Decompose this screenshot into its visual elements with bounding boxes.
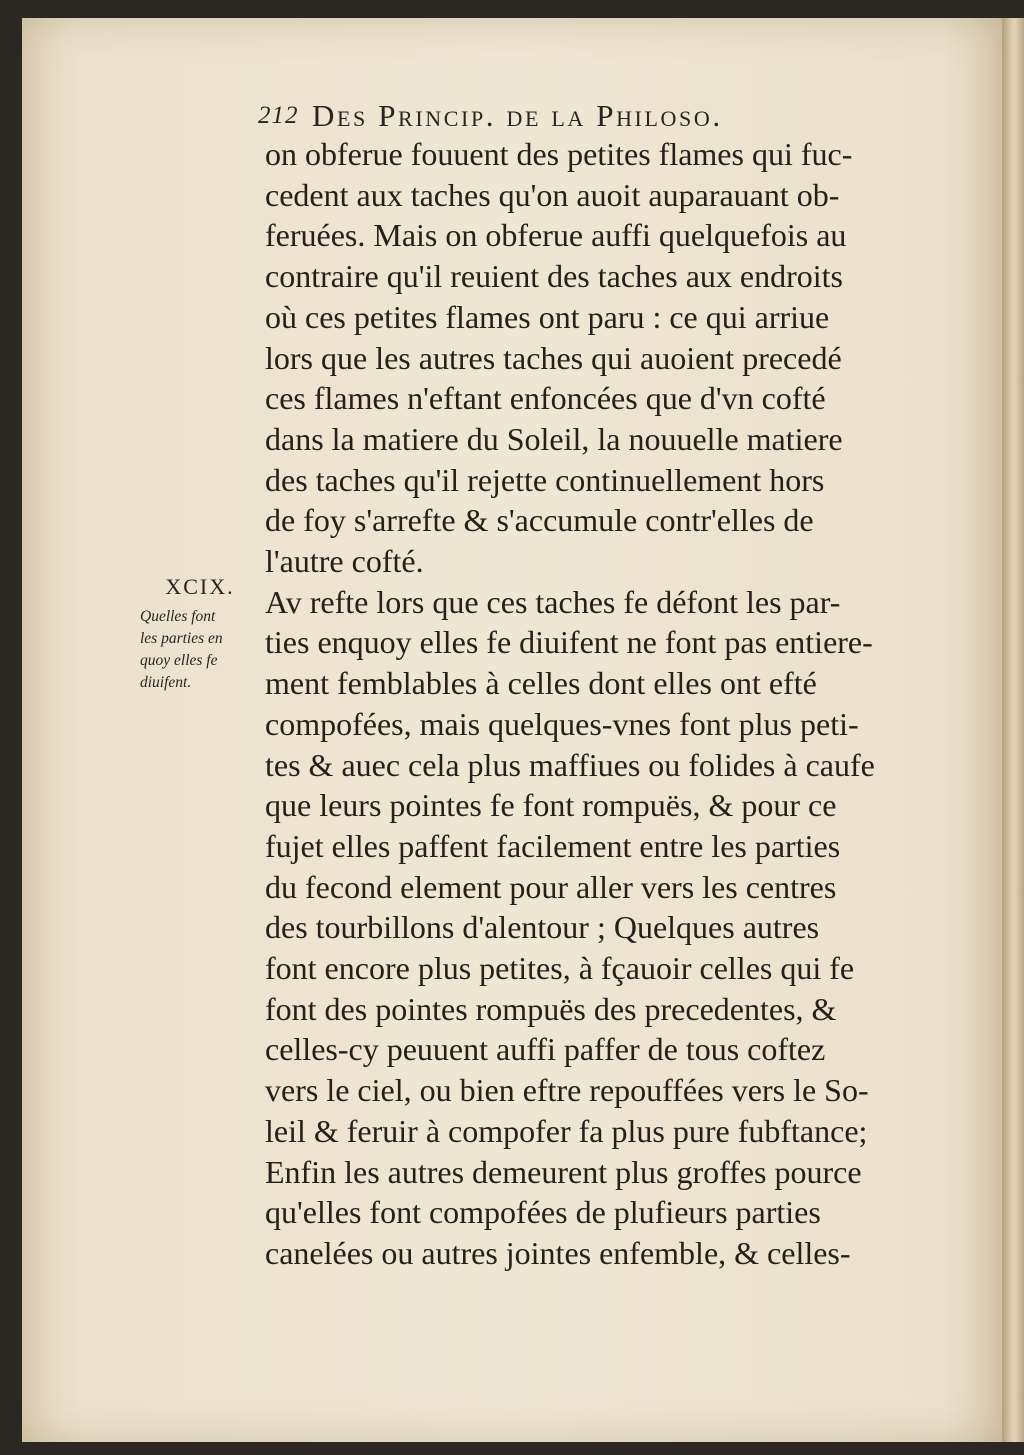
text-line: Av refte lors que ces taches fe défont les par- <box>265 583 841 620</box>
text-line: celles-cy peuuent auffi paffer de tous coftez <box>265 1031 826 1068</box>
text-line: on obferue fouuent des petites flames qui fuc- <box>265 136 853 172</box>
margin-note-line: Quelles font <box>140 608 216 625</box>
text-line: Enfin les autres demeurent plus groffes pource <box>265 1153 862 1190</box>
text-line: leil & feruir à compofer fa plus pure fubftance; <box>265 1112 868 1149</box>
text-line: de foy s'arrefte & s'accumule contr'elles de <box>265 502 814 539</box>
text-line: qu'elles font compofées de plufieurs parties <box>265 1194 821 1231</box>
margin-note-line: diuifent. <box>140 674 192 691</box>
margin-note-line: les parties en <box>140 630 223 647</box>
text-line: feruées. Mais on obferue auffi quelquefois au <box>265 217 847 254</box>
text-line: cedent aux taches qu'on auoit auparauant ob- <box>265 176 840 213</box>
running-title: Des Princip. de la Philoso. <box>312 98 723 133</box>
text-line: des tourbillons d'alentour ; Quelques autres <box>265 909 820 946</box>
text-line: font encore plus petites, à fçauoir celles qui fe <box>265 950 855 987</box>
adjacent-page-edge <box>1000 18 1024 1442</box>
text-line: ment femblables à celles dont elles ont efté <box>265 665 817 702</box>
text-line: compofées, mais quelques-vnes font plus peti- <box>265 705 859 742</box>
text-line: ces flames n'eftant enfoncées que d'vn cofté <box>265 380 826 417</box>
page-header <box>258 98 938 138</box>
text-line: où ces petites flames ont paru : ce qui arriue <box>265 298 830 335</box>
text-line: tes & auec cela plus maffiues ou folides à caufe <box>265 746 875 783</box>
text-line: l'autre cofté. <box>265 543 424 580</box>
text-line: que leurs pointes fe font rompuës, & pour ce <box>265 787 837 824</box>
margin-note <box>140 574 260 694</box>
text-line: vers le ciel, ou bien eftre repouffées vers le So- <box>265 1072 869 1109</box>
margin-note-line: quoy elles fe <box>140 652 218 669</box>
body-text <box>265 134 945 1274</box>
margin-article-number: XCIX. <box>165 574 235 599</box>
text-line: du fecond element pour aller vers les centres <box>265 868 837 905</box>
text-line: dans la matiere du Soleil, la nouuelle matiere <box>265 420 843 457</box>
text-line: font des pointes rompuës des precedentes, & <box>265 990 837 1027</box>
text-line: fujet elles paffent facilement entre les parties <box>265 827 841 864</box>
text-line: lors que les autres taches qui auoient precedé <box>265 339 842 376</box>
text-line: canelées ou autres jointes enfemble, & celles- <box>265 1234 851 1271</box>
text-line: ties enquoy elles fe diuifent ne font pas entiere- <box>265 624 873 661</box>
text-line: des taches qu'il rejette continuellement hors <box>265 461 825 498</box>
page-number: 212 <box>258 102 299 129</box>
text-line: contraire qu'il reuient des taches aux endroits <box>265 258 843 295</box>
